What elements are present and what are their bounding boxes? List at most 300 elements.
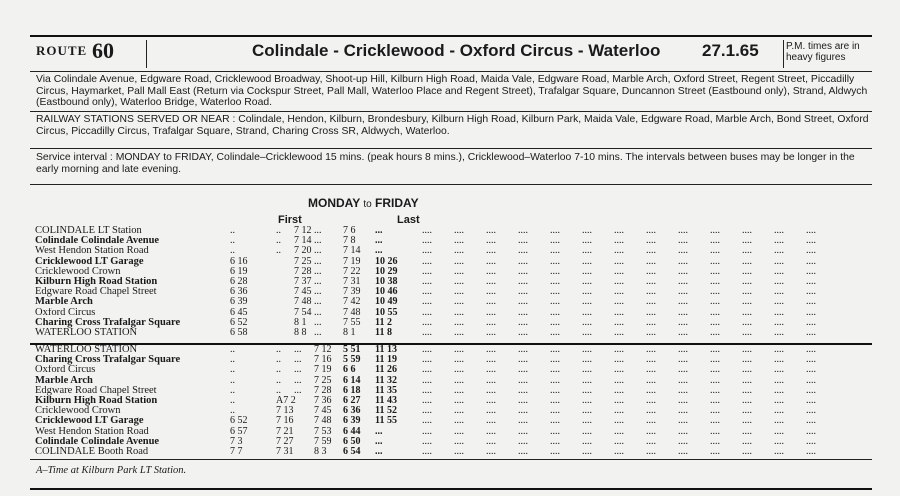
time-cell: .... — [614, 316, 624, 328]
stop-name: Edgware Road Chapel Street — [35, 287, 157, 298]
time-cell: .... — [486, 265, 496, 277]
time-cell: ... — [314, 265, 322, 277]
time-cell: 11 19 — [375, 354, 397, 366]
route-title: Colindale - Cricklewood - Oxford Circus - Waterloo — [252, 41, 661, 60]
time-cell: .... — [486, 296, 496, 308]
time-cell: .... — [678, 445, 688, 457]
time-cell: .... — [486, 326, 496, 338]
time-cell: .... — [518, 275, 528, 287]
time-cell: .... — [422, 415, 432, 427]
stop-name: WATERLOO STATION — [35, 345, 138, 355]
time-cell: .... — [678, 435, 688, 447]
time-cell: .... — [550, 354, 560, 366]
time-cell: .... — [518, 364, 528, 376]
time-cell: .... — [614, 415, 624, 427]
time-cell: .... — [806, 405, 816, 417]
route-header — [34, 38, 870, 70]
time-cell: .... — [614, 255, 624, 267]
time-cell: .... — [646, 344, 656, 355]
time-cell: .... — [774, 286, 784, 298]
time-cell: .... — [582, 286, 592, 298]
time-cell: .... — [454, 415, 464, 427]
time-cell: 7 16 — [276, 415, 294, 427]
time-cell: .... — [518, 306, 528, 318]
time-cell: .... — [454, 435, 464, 447]
time-cell: .... — [454, 384, 464, 396]
time-cell: .... — [646, 235, 656, 247]
time-cell: .... — [486, 384, 496, 396]
time-cell: .... — [518, 245, 528, 257]
time-cell: .... — [550, 415, 560, 427]
time-cell: .... — [454, 316, 464, 328]
time-cell: .... — [454, 364, 464, 376]
time-cell: .. — [230, 405, 235, 417]
time-cell: 7 7 — [230, 445, 243, 457]
time-cell: .... — [550, 286, 560, 298]
time-cell: .... — [806, 225, 816, 236]
time-cell: 6 45 — [230, 306, 248, 318]
stop-name: Marble Arch — [35, 375, 93, 386]
time-cell: .... — [550, 225, 560, 236]
time-cell: .... — [806, 354, 816, 366]
time-cell: 7 39 — [343, 286, 361, 298]
time-cell: .... — [806, 275, 816, 287]
stop-name: Kilburn High Road Station — [35, 276, 158, 287]
time-cell: ... — [375, 435, 383, 447]
time-cell: .... — [614, 286, 624, 298]
time-cell: .. — [276, 384, 281, 396]
header-rule — [30, 71, 872, 72]
time-cell: .... — [710, 425, 720, 437]
time-cell: .... — [646, 394, 656, 406]
route-number: 60 — [92, 38, 114, 63]
time-cell: .... — [646, 384, 656, 396]
time-cell: .... — [646, 265, 656, 277]
time-cell: 8 1 — [343, 326, 356, 338]
time-cell: .... — [422, 405, 432, 417]
time-cell: .... — [710, 296, 720, 308]
time-cell: 7 3 — [230, 435, 243, 447]
time-cell: 6 52 — [230, 415, 248, 427]
time-cell: .... — [454, 286, 464, 298]
time-cell: .... — [582, 306, 592, 318]
time-cell: 7 14 — [343, 245, 361, 257]
time-cell: .... — [486, 425, 496, 437]
time-cell: .... — [710, 384, 720, 396]
time-cell: .... — [422, 435, 432, 447]
time-cell: .... — [646, 415, 656, 427]
time-cell: 7 27 — [276, 435, 294, 447]
time-cell: .... — [422, 306, 432, 318]
time-cell: .... — [710, 364, 720, 376]
time-cell: ... — [375, 245, 383, 257]
time-cell: .... — [454, 245, 464, 257]
time-cell: .... — [422, 425, 432, 437]
time-cell: .... — [550, 275, 560, 287]
time-cell: .... — [806, 265, 816, 277]
time-cell: 8 1 — [294, 316, 307, 328]
time-cell: .... — [678, 245, 688, 257]
time-cell: 6 54 — [343, 445, 361, 457]
time-cell: .... — [486, 344, 496, 355]
time-cell: .... — [710, 306, 720, 318]
time-cell: .... — [678, 425, 688, 437]
time-cell: 6 36 — [343, 405, 361, 417]
time-cell: 7 28 — [314, 384, 332, 396]
day-heading — [308, 196, 419, 210]
time-cell: 6 50 — [343, 435, 361, 447]
day-heading-to: to — [363, 199, 372, 210]
time-cell: .... — [678, 296, 688, 308]
time-cell: .... — [422, 394, 432, 406]
stop-name: Oxford Circus — [35, 307, 96, 318]
time-cell: 7 22 — [343, 265, 361, 277]
time-cell: 7 25 — [294, 255, 312, 267]
time-cell: 7 37 — [294, 275, 312, 287]
first-label: First — [278, 214, 302, 226]
time-cell: 6 27 — [343, 394, 361, 406]
time-cell: 10 26 — [375, 255, 398, 267]
time-cell: .... — [742, 354, 752, 366]
time-cell: .... — [742, 306, 752, 318]
time-cell: .... — [806, 326, 816, 338]
time-cell: .... — [710, 225, 720, 236]
time-cell: 7 21 — [276, 425, 294, 437]
stop-name: Marble Arch — [35, 297, 93, 308]
time-cell: .... — [710, 405, 720, 417]
time-cell: .. — [230, 374, 235, 386]
time-cell: .... — [774, 316, 784, 328]
time-cell: .... — [582, 316, 592, 328]
time-cell: .... — [550, 364, 560, 376]
time-cell: .... — [550, 265, 560, 277]
time-cell: ... — [314, 245, 322, 257]
time-cell: .... — [614, 435, 624, 447]
time-cell: .... — [774, 255, 784, 267]
time-cell: .... — [614, 235, 624, 247]
time-cell: .... — [646, 425, 656, 437]
time-cell: .... — [518, 425, 528, 437]
time-cell: .... — [486, 275, 496, 287]
time-cell: .... — [454, 275, 464, 287]
time-cell: 6 39 — [343, 415, 361, 427]
time-cell: .... — [614, 394, 624, 406]
stop-name: COLINDALE LT Station — [35, 226, 142, 236]
time-cell: .... — [806, 394, 816, 406]
time-cell: .... — [710, 245, 720, 257]
time-cell: .... — [806, 415, 816, 427]
time-cell: .... — [678, 354, 688, 366]
time-cell: .... — [518, 344, 528, 355]
time-cell: .... — [550, 316, 560, 328]
time-cell: .... — [806, 364, 816, 376]
time-cell: 7 48 — [343, 306, 361, 318]
time-cell: .... — [614, 344, 624, 355]
time-cell: .... — [486, 415, 496, 427]
time-cell: .... — [678, 255, 688, 267]
time-cell: .... — [614, 364, 624, 376]
time-cell: .. — [230, 344, 235, 355]
time-cell: ... — [314, 225, 322, 236]
time-cell: .... — [550, 296, 560, 308]
time-cell: .... — [742, 275, 752, 287]
time-cell: .... — [422, 265, 432, 277]
time-cell: 11 35 — [375, 384, 397, 396]
time-cell: .. — [276, 225, 281, 236]
time-cell: 6 16 — [230, 255, 248, 267]
time-cell: .... — [710, 354, 720, 366]
time-cell: .... — [582, 384, 592, 396]
time-cell: 6 36 — [230, 286, 248, 298]
time-cell: 7 59 — [314, 435, 332, 447]
time-cell: 6 44 — [343, 425, 361, 437]
time-cell: ... — [375, 235, 383, 247]
time-cell: .... — [582, 326, 592, 338]
time-cell: ... — [314, 235, 322, 247]
time-cell: .... — [486, 405, 496, 417]
time-cell: .. — [276, 354, 281, 366]
time-cell: .... — [550, 306, 560, 318]
stop-name: West Hendon Station Road — [35, 426, 149, 437]
time-cell: .... — [806, 245, 816, 257]
time-cell: .... — [646, 306, 656, 318]
time-cell: 7 55 — [343, 316, 361, 328]
time-cell: .... — [518, 435, 528, 447]
time-cell: .... — [614, 445, 624, 457]
time-cell: .... — [646, 364, 656, 376]
time-cell: 7 31 — [276, 445, 294, 457]
time-cell: .... — [518, 354, 528, 366]
time-cell: .. — [276, 364, 281, 376]
time-cell: 6 57 — [230, 425, 248, 437]
time-cell: .... — [774, 384, 784, 396]
time-cell: .... — [806, 445, 816, 457]
time-cell: 7 28 — [294, 265, 312, 277]
time-cell: .... — [646, 296, 656, 308]
time-cell: .... — [422, 445, 432, 457]
time-cell: .... — [550, 384, 560, 396]
time-cell: .... — [678, 275, 688, 287]
time-cell: .... — [646, 225, 656, 236]
time-cell: .... — [454, 265, 464, 277]
time-cell: 7 25 — [314, 374, 332, 386]
time-cell: 6 39 — [230, 296, 248, 308]
time-cell: .... — [550, 405, 560, 417]
time-cell: .... — [550, 445, 560, 457]
time-cell: .... — [550, 374, 560, 386]
time-cell: .... — [742, 225, 752, 236]
time-cell: .... — [806, 316, 816, 328]
time-cell: .... — [678, 405, 688, 417]
time-cell: 7 45 — [314, 405, 332, 417]
time-cell: .... — [710, 435, 720, 447]
time-cell: .... — [710, 275, 720, 287]
time-cell: .... — [454, 326, 464, 338]
time-cell: .... — [806, 296, 816, 308]
time-cell: .... — [614, 326, 624, 338]
stop-name: Cricklewood Crown — [35, 266, 121, 277]
stop-name: Cricklewood Crown — [35, 406, 121, 417]
time-cell: 11 8 — [375, 326, 392, 338]
time-cell: .... — [806, 255, 816, 267]
time-cell: 7 31 — [343, 275, 361, 287]
time-cell: ... — [314, 286, 322, 298]
time-cell: .. — [230, 235, 235, 247]
time-cell: .... — [742, 364, 752, 376]
time-cell: 10 46 — [375, 286, 398, 298]
stop-name: Oxford Circus — [35, 365, 96, 376]
time-cell: 6 19 — [230, 265, 248, 277]
time-cell: 7 53 — [314, 425, 332, 437]
time-cell: 7 16 — [314, 354, 332, 366]
time-cell: .... — [454, 405, 464, 417]
stop-name: West Hendon Station Road — [35, 246, 149, 257]
time-cell: .... — [614, 225, 624, 236]
time-cell: .... — [742, 326, 752, 338]
time-cell: .... — [518, 326, 528, 338]
time-cell: .... — [486, 394, 496, 406]
time-cell: .... — [550, 344, 560, 355]
time-cell: 5 51 — [343, 344, 361, 355]
time-cell: .... — [582, 445, 592, 457]
time-cell: .... — [422, 326, 432, 338]
time-cell: .... — [774, 425, 784, 437]
time-cell: .... — [710, 445, 720, 457]
time-cell: .... — [518, 405, 528, 417]
time-cell: .... — [486, 225, 496, 236]
time-cell: 6 58 — [230, 326, 248, 338]
time-cell: .... — [518, 255, 528, 267]
pm-note: P.M. times are in heavy figures — [786, 41, 860, 63]
time-cell: .... — [678, 316, 688, 328]
time-cell: .... — [422, 316, 432, 328]
time-cell: 7 19 — [314, 364, 332, 376]
time-cell: .... — [710, 415, 720, 427]
time-cell: .... — [486, 435, 496, 447]
time-cell: 11 2 — [375, 316, 392, 328]
time-cell: .... — [678, 306, 688, 318]
stop-name: Edgware Road Chapel Street — [35, 385, 157, 396]
time-cell: .... — [518, 374, 528, 386]
time-cell: .... — [454, 425, 464, 437]
time-cell: 11 13 — [375, 344, 397, 355]
time-cell: .... — [486, 245, 496, 257]
time-cell: .. — [230, 364, 235, 376]
time-cell: .... — [774, 364, 784, 376]
time-cell: .... — [582, 245, 592, 257]
time-cell: .... — [806, 344, 816, 355]
time-cell: .. — [276, 245, 281, 257]
time-cell: .... — [614, 354, 624, 366]
time-cell: .... — [646, 255, 656, 267]
time-cell: .. — [276, 235, 281, 247]
time-cell: .... — [422, 344, 432, 355]
time-cell: .... — [582, 344, 592, 355]
time-cell: .... — [486, 235, 496, 247]
time-cell: .... — [486, 316, 496, 328]
time-cell: .... — [422, 286, 432, 298]
southbound-stops — [35, 226, 255, 338]
time-cell: 10 49 — [375, 296, 398, 308]
time-cell: .... — [774, 275, 784, 287]
time-cell: .... — [486, 354, 496, 366]
time-cell: .... — [742, 384, 752, 396]
time-cell: .... — [710, 374, 720, 386]
time-cell: .... — [742, 316, 752, 328]
time-cell: .... — [454, 306, 464, 318]
time-cell: .... — [454, 394, 464, 406]
time-cell: .... — [614, 275, 624, 287]
time-cell: .... — [422, 374, 432, 386]
time-cell: .... — [710, 316, 720, 328]
time-cell: 6 14 — [343, 374, 361, 386]
time-cell: .... — [742, 265, 752, 277]
day-heading-end: FRIDAY — [375, 196, 419, 210]
time-cell: .... — [486, 306, 496, 318]
time-cell: .... — [454, 235, 464, 247]
route-label: ROUTE — [36, 43, 88, 58]
time-cell: .... — [678, 286, 688, 298]
time-cell: .. — [230, 394, 235, 406]
stop-name: Kilburn High Road Station — [35, 395, 158, 406]
time-cell: .... — [678, 364, 688, 376]
time-cell: .... — [582, 425, 592, 437]
time-cell: 8 8 — [294, 326, 307, 338]
time-cell: .... — [678, 344, 688, 355]
time-cell: .... — [774, 344, 784, 355]
time-cell: .... — [614, 306, 624, 318]
time-cell: .... — [582, 394, 592, 406]
time-cell: .... — [742, 425, 752, 437]
time-cell: .... — [614, 374, 624, 386]
time-cell: .... — [422, 275, 432, 287]
time-cell: .... — [518, 445, 528, 457]
time-cell: .... — [422, 245, 432, 257]
time-cell: .... — [646, 286, 656, 298]
time-cell: 7 13 — [276, 405, 294, 417]
time-cell: .... — [710, 286, 720, 298]
time-cell: .... — [742, 296, 752, 308]
time-cell: .. — [230, 354, 235, 366]
time-cell: .... — [518, 286, 528, 298]
time-cell: .. — [276, 374, 281, 386]
time-cell: .... — [678, 374, 688, 386]
time-cell: .... — [806, 286, 816, 298]
time-cell: .... — [646, 405, 656, 417]
time-cell: ... — [314, 316, 322, 328]
footnote: A–Time at Kilburn Park LT Station. — [36, 465, 187, 476]
time-cell: .... — [518, 316, 528, 328]
time-cell: .... — [454, 354, 464, 366]
time-cell: 6 28 — [230, 275, 248, 287]
time-cell: .... — [454, 344, 464, 355]
time-cell: .... — [806, 235, 816, 247]
time-cell: ... — [314, 255, 322, 267]
time-cell: .... — [582, 265, 592, 277]
time-cell: .... — [774, 415, 784, 427]
time-cell: 10 29 — [375, 265, 398, 277]
time-cell: .... — [582, 296, 592, 308]
time-cell: 7 12 — [314, 344, 332, 355]
time-cell: .... — [550, 245, 560, 257]
time-cell: .... — [710, 255, 720, 267]
time-cell: .... — [486, 286, 496, 298]
time-cell: .... — [742, 255, 752, 267]
time-cell: .... — [774, 265, 784, 277]
time-cell: .. — [230, 245, 235, 257]
time-cell: ... — [294, 354, 302, 366]
top-rule — [30, 35, 872, 37]
